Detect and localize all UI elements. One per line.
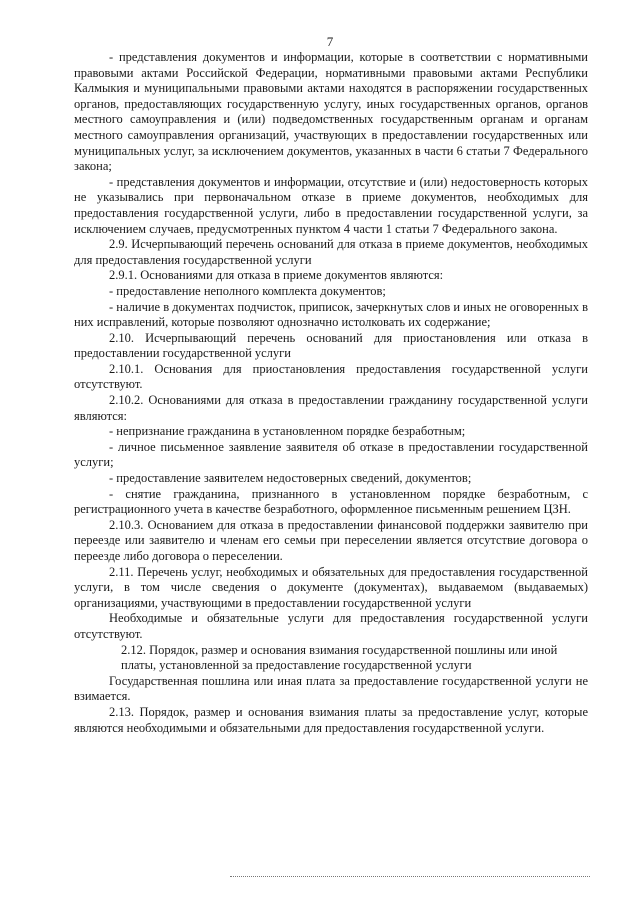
- paragraph-documents-not-indicated: - представления документов и информации, отсутствие и (или) недостоверность которых не указывались при первоначальном отказе в приеме документов, необходимых для предоставления государственной услуги, либо в предоставлении государственной услуги, за исключением случаев, предусмотренных пунктом 4 части 1 статьи 7 Федерального закона.: [74, 174, 588, 236]
- list-item-deregistration: - снятие гражданина, признанного в установленном порядке безработным, с регистрационного учета в качестве безработного, оформленное письменным решением ЦЗН.: [74, 486, 588, 517]
- section-2-10-3: 2.10.3. Основанием для отказа в предоставлении финансовой поддержки заявителю при переезде или заявителю и членам его семьи при переселении является отсутствие договора о переезде либо договора о переселении.: [74, 517, 588, 563]
- section-2-10-heading: 2.10. Исчерпывающий перечень оснований для приостановления или отказа в предоставлении государственной услуги: [74, 330, 588, 361]
- section-2-12-heading: 2.12. Порядок, размер и основания взимания государственной пошлины или иной платы, установленной за предоставление государственной услуги: [121, 642, 558, 673]
- list-item-erasures: - наличие в документах подчисток, приписок, зачеркнутых слов и иных не оговоренных в них исправлений, которые позволяют однозначно истолковать их содержание;: [74, 299, 588, 330]
- section-2-11-text: Необходимые и обязательные услуги для предоставления государственной услуги отсутствуют.: [74, 611, 588, 641]
- list-item-incomplete-set: - предоставление неполного комплекта документов;: [109, 283, 386, 298]
- list-item-not-recognized-unemployed: - непризнание гражданина в установленном порядке безработным;: [109, 424, 466, 439]
- section-2-10-1: 2.10.1. Основания для приостановления предоставления государственной услуги отсутствуют.: [74, 361, 588, 392]
- list-item-false-information: - предоставление заявителем недостоверных сведений, документов;: [109, 471, 472, 486]
- paragraph-documents-in-possession: - представления документов и информации, которые в соответствии с нормативными правовыми актами Российской Федерации, нормативными правовыми актами Республики Калмыкия и муниципальными правовыми актами находятся в распоряжении государственных органов, предоставляющих государственную услугу, иных государственных органов, органов местного самоуправления и (или) подведомственных государственным органам и органам местного самоуправления организаций, участвующих в предоставлении государственных или муниципальных услуг, за исключением документов, указанных в части 6 статьи 7 Федерального закона;: [74, 50, 588, 174]
- section-2-13-heading: 2.13. Порядок, размер и основания взимания платы за предоставление услуг, которые являются необходимыми и обязательными для предоставления государственной услуги.: [74, 704, 588, 735]
- section-2-10-2: 2.10.2. Основаниями для отказа в предоставлении гражданину государственной услуги являются:: [74, 393, 588, 423]
- section-2-11-heading: 2.11. Перечень услуг, необходимых и обязательных для предоставления государственной услуги, в том числе сведения о документе (документах), выдаваемом (выдаваемых) организациями, участвующими в предоставлении государственной услуги: [74, 564, 588, 610]
- footer-dotted-line: [230, 876, 590, 877]
- section-2-9-1: 2.9.1. Основаниями для отказа в приеме документов являются:: [109, 268, 444, 283]
- page-number: 7: [326, 34, 334, 49]
- document-body: [74, 50, 588, 736]
- list-item-personal-refusal: - личное письменное заявление заявителя об отказе в предоставлении государственной услуги;: [74, 439, 588, 470]
- section-2-12-text: Государственная пошлина или иная плата за предоставление государственной услуги не взимается.: [74, 673, 588, 704]
- section-2-9-heading: 2.9. Исчерпывающий перечень оснований для отказа в приеме документов, необходимых для предоставления государственной услуги: [74, 237, 588, 267]
